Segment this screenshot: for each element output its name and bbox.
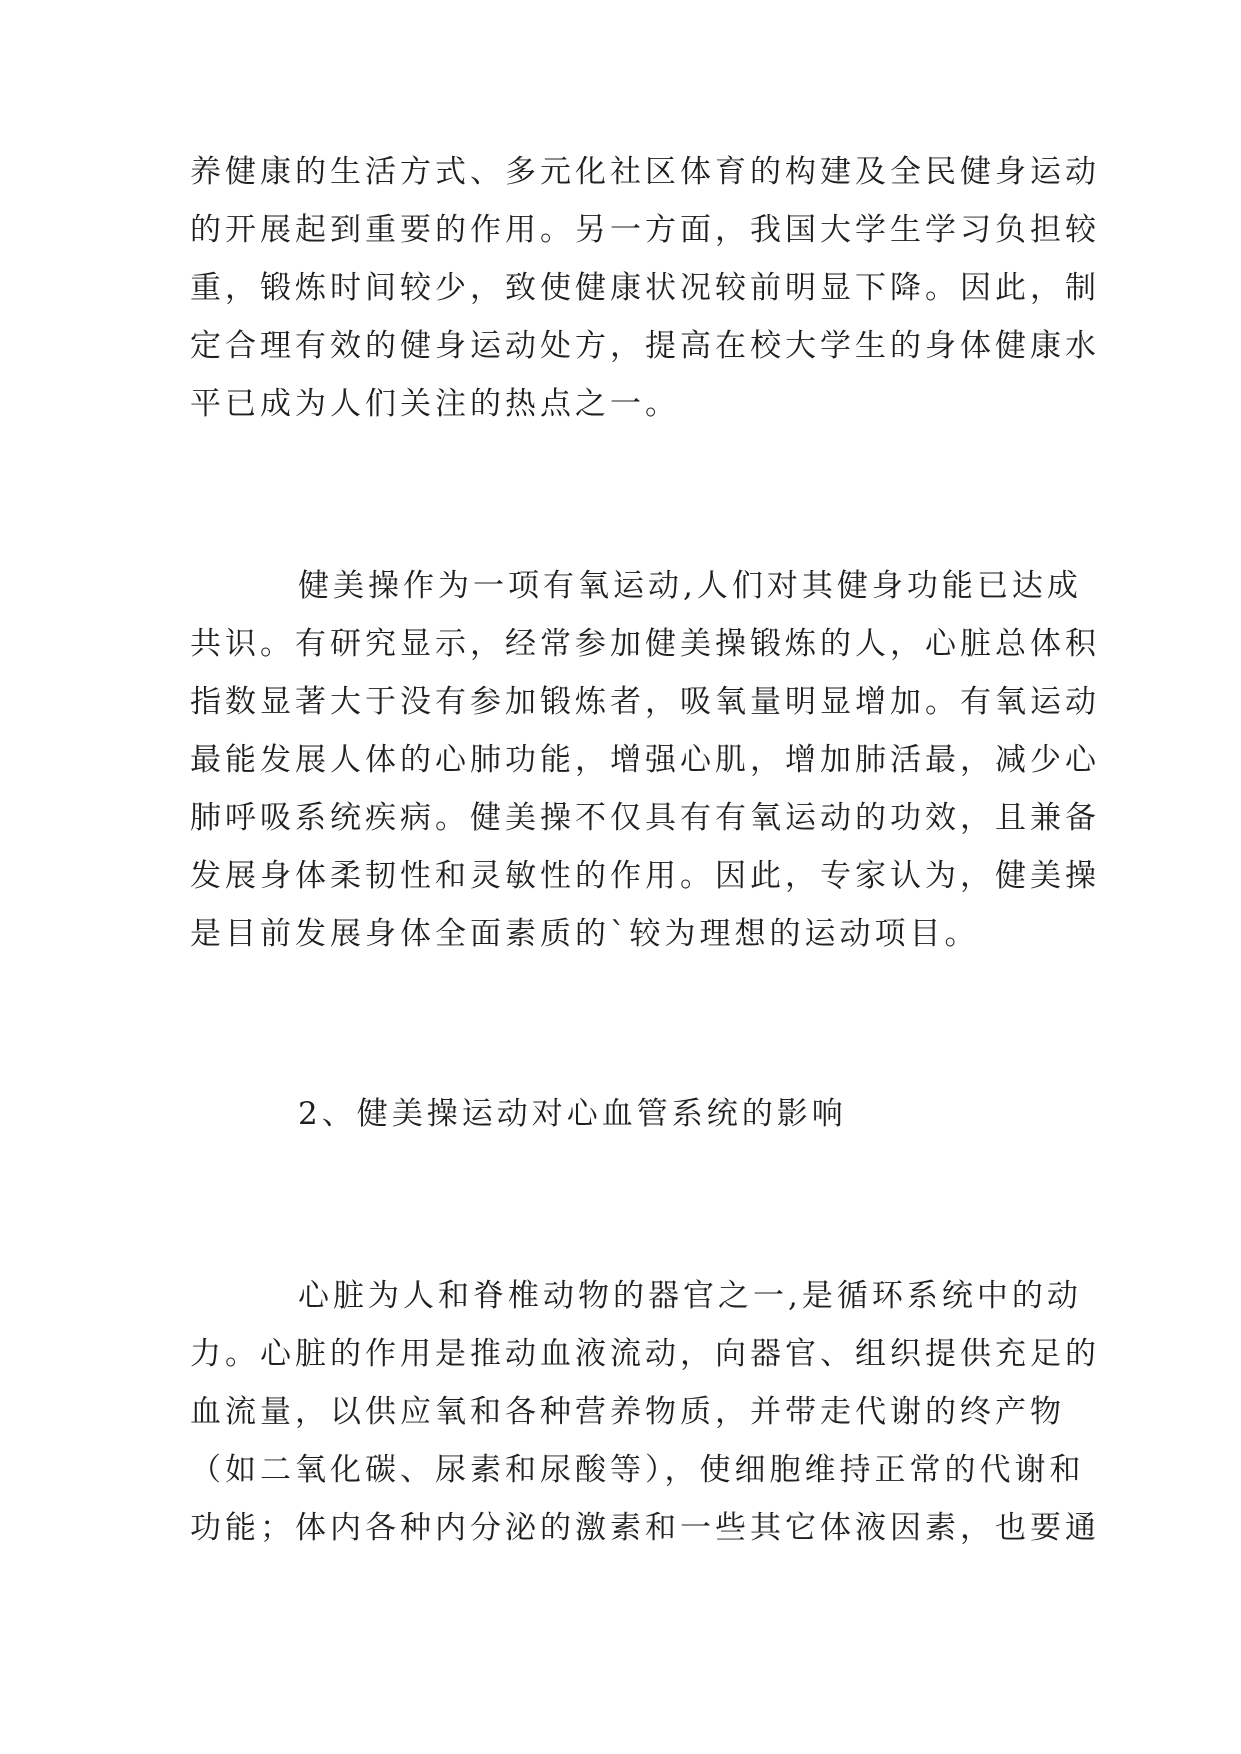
paragraph-3-line-3: 血流量，以供应氧和各种营养物质，并带走代谢的终产物 (190, 1394, 1065, 1430)
paragraph-3-line-5: 功能；体内各种内分泌的激素和一些其它体液因素，也要通 (190, 1510, 1100, 1546)
paragraph-2-line-3: 指数显著大于没有参加锻炼者，吸氧量明显增加。有氧运动 (190, 684, 1100, 720)
paragraph-1-line-3: 重，锻炼时间较少，致使健康状况较前明显下降。因此，制 (190, 270, 1100, 306)
paragraph-1-line-5: 平已成为人们关注的热点之一。 (190, 386, 680, 422)
paragraph-2-line-5: 肺呼吸系统疾病。健美操不仅具有有氧运动的功效，且兼备 (190, 800, 1100, 836)
paragraph-3-line-4: （如二氧化碳、尿素和尿酸等），使细胞维持正常的代谢和 (190, 1452, 1085, 1488)
paragraph-1-line-2: 的开展起到重要的作用。另一方面，我国大学生学习负担较 (190, 212, 1100, 248)
paragraph-3-line-1: 心脏为人和脊椎动物的器官之一,是循环系统中的动 (298, 1278, 1082, 1314)
paragraph-2-line-2: 共识。有研究显示，经常参加健美操锻炼的人，心脏总体积 (190, 626, 1100, 662)
paragraph-1-line-4: 定合理有效的健身运动处方，提高在校大学生的身体健康水 (190, 328, 1100, 364)
paragraph-1-line-1: 养健康的生活方式、多元化社区体育的构建及全民健身运动 (190, 154, 1100, 190)
paragraph-3-line-2: 力。心脏的作用是推动血液流动，向器官、组织提供充足的 (190, 1336, 1100, 1372)
paragraph-2-line-7: 是目前发展身体全面素质的`较为理想的运动项目。 (190, 916, 980, 952)
paragraph-2-line-6: 发展身体柔韧性和灵敏性的作用。因此，专家认为，健美操 (190, 858, 1100, 894)
paragraph-2-line-4: 最能发展人体的心肺功能，增强心肌，增加肺活最，减少心 (190, 742, 1100, 778)
section-heading: 2、健美操运动对心血管系统的影响 (298, 1096, 847, 1132)
paragraph-2-line-1: 健美操作为一项有氧运动,人们对其健身功能已达成 (298, 568, 1082, 604)
